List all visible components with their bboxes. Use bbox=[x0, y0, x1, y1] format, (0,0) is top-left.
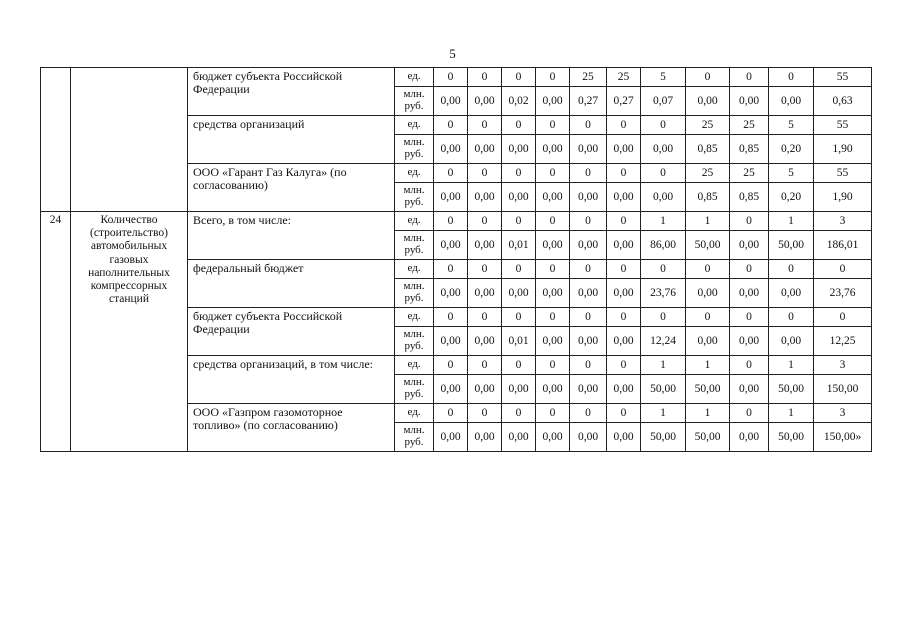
value-cell: 1 bbox=[641, 356, 686, 375]
value-cell: 3 bbox=[814, 212, 872, 231]
funding-source-label: бюджет субъекта Российской Федерации bbox=[188, 68, 395, 116]
value-cell: 0 bbox=[730, 212, 769, 231]
value-cell: 0,00 bbox=[468, 231, 502, 260]
value-cell: 0 bbox=[730, 260, 769, 279]
unit-cell: млн. руб. bbox=[395, 183, 434, 212]
value-cell: 0 bbox=[536, 260, 570, 279]
value-cell: 5 bbox=[641, 68, 686, 87]
value-cell: 0 bbox=[570, 356, 607, 375]
value-cell: 0,00 bbox=[570, 231, 607, 260]
value-cell: 0 bbox=[570, 260, 607, 279]
unit-cell: ед. bbox=[395, 68, 434, 87]
value-cell: 3 bbox=[814, 404, 872, 423]
unit-cell: млн. руб. bbox=[395, 279, 434, 308]
value-cell: 1 bbox=[769, 212, 814, 231]
value-cell: 0,00 bbox=[607, 279, 641, 308]
value-cell: 0,00 bbox=[769, 87, 814, 116]
value-cell: 0,00 bbox=[570, 135, 607, 164]
value-cell: 0 bbox=[502, 116, 536, 135]
value-cell: 0,00 bbox=[434, 135, 468, 164]
value-cell: 0,00 bbox=[730, 423, 769, 452]
value-cell: 12,24 bbox=[641, 327, 686, 356]
funding-source-label: средства организаций, в том числе: bbox=[188, 356, 395, 404]
value-cell: 0,00 bbox=[730, 327, 769, 356]
unit-cell: ед. bbox=[395, 164, 434, 183]
unit-cell: ед. bbox=[395, 356, 434, 375]
value-cell: 55 bbox=[814, 116, 872, 135]
value-cell: 50,00 bbox=[641, 375, 686, 404]
value-cell: 0 bbox=[502, 212, 536, 231]
value-cell: 0 bbox=[434, 308, 468, 327]
value-cell: 23,76 bbox=[814, 279, 872, 308]
value-cell: 0,00 bbox=[434, 327, 468, 356]
value-cell: 0,00 bbox=[730, 375, 769, 404]
value-cell: 0,00 bbox=[468, 423, 502, 452]
value-cell: 0 bbox=[686, 260, 730, 279]
value-cell: 50,00 bbox=[686, 375, 730, 404]
value-cell: 0 bbox=[502, 356, 536, 375]
value-cell: 5 bbox=[769, 116, 814, 135]
funding-source-label: ООО «Гарант Газ Калуга» (по согласованию) bbox=[188, 164, 395, 212]
value-cell: 0,85 bbox=[686, 183, 730, 212]
value-cell: 0,00 bbox=[434, 231, 468, 260]
value-cell: 0,00 bbox=[536, 279, 570, 308]
value-cell: 0 bbox=[468, 68, 502, 87]
value-cell: 0 bbox=[641, 260, 686, 279]
value-cell: 5 bbox=[769, 164, 814, 183]
value-cell: 0 bbox=[570, 212, 607, 231]
value-cell: 0,00 bbox=[641, 135, 686, 164]
value-cell: 0,00 bbox=[434, 87, 468, 116]
indicator-name-cell bbox=[71, 68, 188, 212]
value-cell: 3 bbox=[814, 356, 872, 375]
table-body bbox=[41, 68, 872, 452]
value-cell: 0,00 bbox=[607, 327, 641, 356]
value-cell: 0 bbox=[434, 212, 468, 231]
value-cell: 50,00 bbox=[769, 375, 814, 404]
value-cell: 1 bbox=[769, 356, 814, 375]
value-cell: 1 bbox=[686, 212, 730, 231]
value-cell: 0,00 bbox=[641, 183, 686, 212]
value-cell: 186,01 bbox=[814, 231, 872, 260]
value-cell: 0 bbox=[502, 164, 536, 183]
indicator-name-cell: Количество (строительство) автомобильных газовых наполнительных компрессорных станций bbox=[71, 212, 188, 452]
value-cell: 0,00 bbox=[730, 279, 769, 308]
value-cell: 1,90 bbox=[814, 135, 872, 164]
table-row bbox=[41, 68, 872, 87]
value-cell: 0 bbox=[570, 116, 607, 135]
funding-source-label: Всего, в том числе: bbox=[188, 212, 395, 260]
row-number-cell bbox=[41, 68, 71, 212]
value-cell: 50,00 bbox=[769, 231, 814, 260]
value-cell: 0,00 bbox=[468, 327, 502, 356]
value-cell: 150,00» bbox=[814, 423, 872, 452]
value-cell: 0 bbox=[570, 404, 607, 423]
value-cell: 0 bbox=[730, 356, 769, 375]
budget-table bbox=[40, 67, 872, 452]
value-cell: 55 bbox=[814, 164, 872, 183]
value-cell: 0,00 bbox=[536, 375, 570, 404]
value-cell: 0 bbox=[814, 308, 872, 327]
value-cell: 0 bbox=[536, 68, 570, 87]
value-cell: 0,00 bbox=[502, 183, 536, 212]
value-cell: 0,27 bbox=[570, 87, 607, 116]
value-cell: 0,00 bbox=[570, 279, 607, 308]
value-cell: 0,00 bbox=[730, 87, 769, 116]
value-cell: 50,00 bbox=[769, 423, 814, 452]
value-cell: 0 bbox=[468, 404, 502, 423]
value-cell: 0 bbox=[730, 68, 769, 87]
unit-cell: млн. руб. bbox=[395, 135, 434, 164]
value-cell: 0,00 bbox=[570, 423, 607, 452]
value-cell: 0,00 bbox=[536, 87, 570, 116]
value-cell: 0 bbox=[730, 404, 769, 423]
value-cell: 0 bbox=[570, 164, 607, 183]
value-cell: 0,00 bbox=[536, 423, 570, 452]
value-cell: 0 bbox=[607, 212, 641, 231]
value-cell: 86,00 bbox=[641, 231, 686, 260]
value-cell: 0,20 bbox=[769, 135, 814, 164]
value-cell: 0 bbox=[769, 68, 814, 87]
value-cell: 25 bbox=[686, 116, 730, 135]
value-cell: 1 bbox=[641, 404, 686, 423]
value-cell: 0,00 bbox=[434, 423, 468, 452]
value-cell: 0,00 bbox=[607, 423, 641, 452]
value-cell: 0,85 bbox=[730, 183, 769, 212]
value-cell: 0 bbox=[468, 164, 502, 183]
value-cell: 0 bbox=[536, 116, 570, 135]
value-cell: 0 bbox=[434, 356, 468, 375]
value-cell: 1 bbox=[686, 404, 730, 423]
value-cell: 150,00 bbox=[814, 375, 872, 404]
unit-cell: млн. руб. bbox=[395, 327, 434, 356]
value-cell: 0,85 bbox=[686, 135, 730, 164]
value-cell: 0,02 bbox=[502, 87, 536, 116]
value-cell: 0,00 bbox=[502, 375, 536, 404]
unit-cell: ед. bbox=[395, 308, 434, 327]
value-cell: 0 bbox=[769, 308, 814, 327]
value-cell: 0,00 bbox=[536, 327, 570, 356]
value-cell: 0,00 bbox=[434, 279, 468, 308]
value-cell: 0 bbox=[468, 356, 502, 375]
value-cell: 25 bbox=[686, 164, 730, 183]
value-cell: 0 bbox=[434, 260, 468, 279]
value-cell: 0 bbox=[570, 308, 607, 327]
value-cell: 0,00 bbox=[502, 135, 536, 164]
value-cell: 0,00 bbox=[686, 327, 730, 356]
value-cell: 0 bbox=[641, 308, 686, 327]
value-cell: 12,25 bbox=[814, 327, 872, 356]
value-cell: 1 bbox=[641, 212, 686, 231]
value-cell: 1 bbox=[686, 356, 730, 375]
value-cell: 0 bbox=[607, 404, 641, 423]
value-cell: 0,00 bbox=[686, 87, 730, 116]
funding-source-label: федеральный бюджет bbox=[188, 260, 395, 308]
unit-cell: ед. bbox=[395, 404, 434, 423]
value-cell: 0 bbox=[502, 68, 536, 87]
value-cell: 1 bbox=[769, 404, 814, 423]
value-cell: 0,00 bbox=[570, 375, 607, 404]
value-cell: 0,01 bbox=[502, 327, 536, 356]
value-cell: 0,00 bbox=[536, 183, 570, 212]
value-cell: 0,00 bbox=[607, 231, 641, 260]
value-cell: 1,90 bbox=[814, 183, 872, 212]
value-cell: 0,00 bbox=[769, 327, 814, 356]
value-cell: 0,00 bbox=[536, 135, 570, 164]
value-cell: 0 bbox=[434, 164, 468, 183]
value-cell: 0 bbox=[536, 308, 570, 327]
value-cell: 0 bbox=[468, 212, 502, 231]
value-cell: 0,00 bbox=[502, 423, 536, 452]
value-cell: 0 bbox=[686, 308, 730, 327]
unit-cell: млн. руб. bbox=[395, 231, 434, 260]
value-cell: 23,76 bbox=[641, 279, 686, 308]
funding-source-label: ООО «Газпром газомоторное топливо» (по согласованию) bbox=[188, 404, 395, 452]
value-cell: 0 bbox=[502, 404, 536, 423]
value-cell: 25 bbox=[607, 68, 641, 87]
value-cell: 0,00 bbox=[686, 279, 730, 308]
value-cell: 0,00 bbox=[468, 375, 502, 404]
value-cell: 0,00 bbox=[769, 279, 814, 308]
value-cell: 0 bbox=[686, 68, 730, 87]
page-number: 5 bbox=[449, 46, 456, 61]
value-cell: 0,00 bbox=[434, 183, 468, 212]
funding-source-label: средства организаций bbox=[188, 116, 395, 164]
value-cell: 0,00 bbox=[607, 183, 641, 212]
value-cell: 0,00 bbox=[570, 327, 607, 356]
value-cell: 0 bbox=[814, 260, 872, 279]
value-cell: 0 bbox=[641, 116, 686, 135]
value-cell: 0,85 bbox=[730, 135, 769, 164]
unit-cell: млн. руб. bbox=[395, 87, 434, 116]
value-cell: 0 bbox=[641, 164, 686, 183]
table-row bbox=[41, 212, 872, 231]
value-cell: 0,00 bbox=[468, 279, 502, 308]
value-cell: 0,00 bbox=[468, 135, 502, 164]
unit-cell: млн. руб. bbox=[395, 375, 434, 404]
value-cell: 50,00 bbox=[686, 423, 730, 452]
value-cell: 50,00 bbox=[641, 423, 686, 452]
unit-cell: млн. руб. bbox=[395, 423, 434, 452]
value-cell: 0,00 bbox=[730, 231, 769, 260]
value-cell: 0,00 bbox=[607, 135, 641, 164]
value-cell: 25 bbox=[730, 164, 769, 183]
value-cell: 0 bbox=[607, 308, 641, 327]
value-cell: 0 bbox=[468, 260, 502, 279]
value-cell: 0 bbox=[536, 164, 570, 183]
value-cell: 0,00 bbox=[536, 231, 570, 260]
value-cell: 0,01 bbox=[502, 231, 536, 260]
value-cell: 0,20 bbox=[769, 183, 814, 212]
value-cell: 0,07 bbox=[641, 87, 686, 116]
value-cell: 0 bbox=[607, 260, 641, 279]
value-cell: 0,00 bbox=[434, 375, 468, 404]
value-cell: 0,63 bbox=[814, 87, 872, 116]
row-number-cell: 24 bbox=[41, 212, 71, 452]
value-cell: 0 bbox=[607, 164, 641, 183]
value-cell: 0 bbox=[468, 308, 502, 327]
value-cell: 0 bbox=[730, 308, 769, 327]
value-cell: 0,00 bbox=[468, 183, 502, 212]
value-cell: 50,00 bbox=[686, 231, 730, 260]
value-cell: 25 bbox=[730, 116, 769, 135]
value-cell: 0 bbox=[536, 404, 570, 423]
value-cell: 0 bbox=[502, 260, 536, 279]
value-cell: 0 bbox=[607, 116, 641, 135]
value-cell: 0 bbox=[434, 404, 468, 423]
funding-source-label: бюджет субъекта Российской Федерации bbox=[188, 308, 395, 356]
value-cell: 0 bbox=[434, 116, 468, 135]
value-cell: 0,27 bbox=[607, 87, 641, 116]
value-cell: 0 bbox=[434, 68, 468, 87]
value-cell: 55 bbox=[814, 68, 872, 87]
value-cell: 0 bbox=[502, 308, 536, 327]
value-cell: 0,00 bbox=[502, 279, 536, 308]
value-cell: 25 bbox=[570, 68, 607, 87]
unit-cell: ед. bbox=[395, 212, 434, 231]
value-cell: 0 bbox=[769, 260, 814, 279]
value-cell: 0 bbox=[536, 212, 570, 231]
unit-cell: ед. bbox=[395, 116, 434, 135]
value-cell: 0 bbox=[536, 356, 570, 375]
value-cell: 0 bbox=[468, 116, 502, 135]
value-cell: 0,00 bbox=[570, 183, 607, 212]
value-cell: 0,00 bbox=[468, 87, 502, 116]
value-cell: 0 bbox=[607, 356, 641, 375]
unit-cell: ед. bbox=[395, 260, 434, 279]
value-cell: 0,00 bbox=[607, 375, 641, 404]
